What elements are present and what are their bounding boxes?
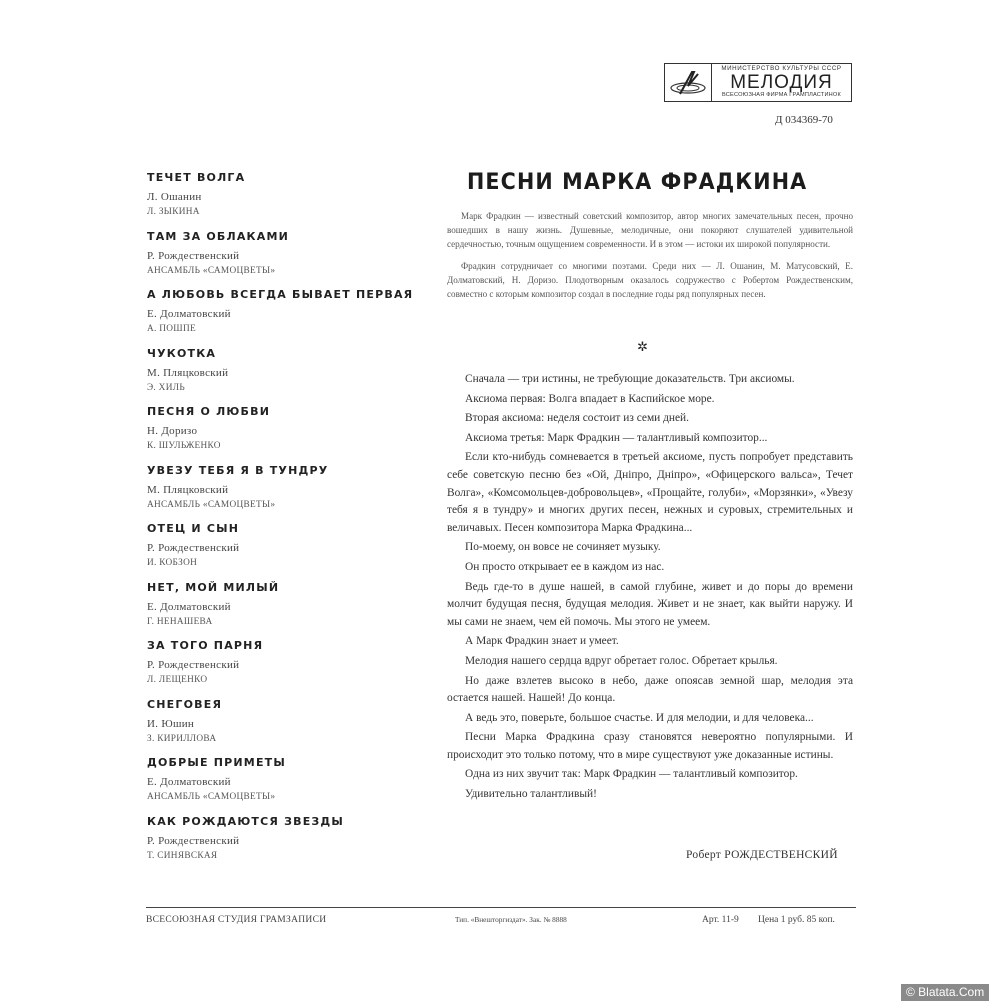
track-item: [147, 580, 437, 639]
essay-paragraph: Аксиома третья: Марк Фрадкин — талантливый композитор...: [465, 431, 768, 444]
essay-paragraph: Мелодия нашего сердца вдруг обретает голос. Обретает крылья.: [465, 654, 778, 667]
track-artist: Т. СИНЯВСКАЯ: [147, 850, 218, 861]
track-lyricist: Е. Долматовский: [147, 600, 231, 613]
footer-article: Арт. 11-9: [702, 915, 739, 925]
footer-price: Цена 1 руб. 85 коп.: [758, 915, 835, 925]
essay-paragraph: А ведь это, поверьте, большое счастье. И для мелодии, и для человека...: [465, 711, 814, 724]
footer-studio: ВСЕСОЮЗНАЯ СТУДИЯ ГРАМЗАПИСИ: [146, 915, 327, 925]
track-lyricist: Е. Долматовский: [147, 776, 231, 788]
essay-paragraph: Ведь где-то в душе нашей, в самой глубине, живет и до поры до времени молчит будущая песня, будущая мелодия. Живет и не знает, как выйти наружу. И мы сами не знаем, чем ей помочь. Мы этого не умеем.: [447, 580, 853, 628]
track-artist: Э. ХИЛЬ: [147, 382, 185, 393]
essay-paragraph: Одна из них звучит так: Марк Фрадкин — талантливый композитор.: [465, 768, 798, 781]
intro-paragraph: Марк Фрадкин — известный советский композитор, автор многих замечательных песен, прочно вошедших в нашу жизнь. Душевные, мелодичные, они покоряют слушателей удивительной сердечностью, точным ощущением современности. И в этом — истоки их широкой популярности.: [447, 211, 853, 250]
album-title: ПЕСНИ МАРКА ФРАДКИНА: [467, 169, 808, 195]
watermark: © Blatata.Com: [901, 984, 989, 1001]
track-item: [147, 404, 437, 463]
track-artist: К. ШУЛЬЖЕНКО: [147, 441, 221, 451]
essay-paragraph: Но даже взлетев высоко в небо, даже опоясав земной шар, мелодия эта остается нашей. Нашей! До конца.: [447, 674, 853, 705]
logo-brand-name: МЕЛОДИЯ: [730, 72, 833, 94]
melodiya-logo: [664, 63, 852, 102]
author-signature: Роберт РОЖДЕСТВЕНСКИЙ: [686, 849, 838, 861]
track-lyricist: М. Пляцковский: [147, 366, 229, 379]
track-lyricist: Р. Рождественский: [147, 542, 240, 554]
track-title: СНЕГОВЕЯ: [147, 697, 223, 711]
logo-company-text: ВСЕСОЮЗНАЯ ФИРМА ГРАМПЛАСТИНОК: [722, 92, 841, 99]
intro-text: [447, 209, 853, 308]
track-artist: А. ПОШПЕ: [147, 324, 196, 334]
track-title: УВЕЗУ ТЕБЯ Я В ТУНДРУ: [147, 463, 329, 477]
track-item: [147, 463, 437, 522]
track-item: [147, 697, 437, 756]
track-lyricist: Л. Ошанин: [147, 191, 202, 203]
footer-divider: [146, 907, 856, 908]
essay-text: [447, 371, 853, 806]
track-item: [147, 755, 437, 814]
ornament-icon: ✲: [637, 339, 648, 354]
track-title: ПЕСНЯ О ЛЮБВИ: [147, 405, 271, 418]
track-item: [147, 814, 437, 873]
essay-paragraph: Аксиома первая: Волга впадает в Каспийское море.: [465, 392, 715, 405]
track-title: А ЛЮБОВЬ ВСЕГДА БЫВАЕТ ПЕРВАЯ: [147, 288, 414, 301]
essay-paragraph: Песни Марка Фрадкина сразу становятся невероятно популярными. И происходит это только потому, что в мире существуют уже доказанные истины.: [447, 731, 853, 761]
logo-ministry-text: МИНИСТЕРСТВО КУЛЬТУРЫ СССР: [721, 65, 842, 73]
track-lyricist: Н. Доризо: [147, 425, 198, 437]
essay-paragraph: Он просто открывает ее в каждом из нас.: [465, 560, 665, 573]
track-artist: АНСАМБЛЬ «САМОЦВЕТЫ»: [147, 265, 276, 276]
track-title: ДОБРЫЕ ПРИМЕТЫ: [147, 756, 286, 769]
essay-paragraph: Сначала — три истины, не требующие доказательств. Три аксиомы.: [465, 373, 795, 385]
track-artist: АНСАМБЛЬ «САМОЦВЕТЫ»: [147, 792, 276, 802]
track-lyricist: И. Юшин: [147, 717, 195, 730]
track-title: КАК РОЖДАЮТСЯ ЗВЕЗДЫ: [147, 814, 345, 828]
track-item: [147, 521, 437, 580]
essay-paragraph: По-моему, он вовсе не сочиняет музыку.: [465, 541, 661, 554]
track-artist: З. КИРИЛЛОВА: [147, 733, 217, 744]
track-title: ЗА ТОГО ПАРНЯ: [147, 639, 264, 652]
track-item: [147, 229, 437, 288]
track-lyricist: Р. Рождественский: [147, 834, 240, 847]
melodiya-emblem-icon: [665, 64, 712, 101]
track-artist: Г. НЕНАШЕВА: [147, 616, 213, 627]
track-lyricist: М. Пляцковский: [147, 483, 229, 496]
track-artist: И. КОБЗОН: [147, 558, 198, 568]
track-artist: АНСАМБЛЬ «САМОЦВЕТЫ»: [147, 499, 276, 510]
track-title: НЕТ, МОЙ МИЛЫЙ: [147, 580, 280, 594]
track-artist: Л. ЛЕЩЕНКО: [147, 675, 208, 685]
catalog-number: Д 034369-70: [775, 114, 833, 126]
essay-paragraph: Удивительно талантливый!: [465, 788, 597, 801]
track-item: [147, 346, 437, 405]
track-lyricist: Р. Рождественский: [147, 659, 240, 671]
track-list: [147, 170, 437, 872]
track-lyricist: Е. Долматовский: [147, 308, 231, 320]
intro-paragraph: Фрадкин сотрудничает со многими поэтами. Среди них — Л. Ошанин, М. Матусовский, Е. Долматовский, Н. Доризо. Плодотворным оказалось содружество с Робертом Рождественским, совместно с которым композитор создал в последние годы ряд популярных песен.: [447, 260, 853, 300]
essay-paragraph: Вторая аксиома: неделя состоит из семи дней.: [465, 412, 689, 425]
track-lyricist: Р. Рождественский: [147, 249, 240, 262]
track-title: ЧУКОТКА: [147, 346, 217, 360]
track-artist: Л. ЗЫКИНА: [147, 207, 200, 217]
track-title: ОТЕЦ И СЫН: [147, 522, 240, 535]
footer-printer: Тип. «Внешторгиздат». Зак. № 8888: [455, 915, 567, 924]
track-title: ТЕЧЕТ ВОЛГА: [147, 171, 246, 184]
track-title: ТАМ ЗА ОБЛАКАМИ: [147, 229, 289, 243]
essay-paragraph: А Марк Фрадкин знает и умеет.: [465, 635, 619, 648]
track-item: [147, 170, 437, 229]
track-item: [147, 287, 437, 346]
essay-paragraph: Если кто-нибудь сомневается в третьей аксиоме, пусть попробует представить себе советскую песню без «Ой, Дніпро, Дніпро», «Офицерского вальса», Течет Волга», «Комсомольцев-добровольцев», «Прощайте, голуби», «Морзянки», «Увезу тебя я в тундру» и многих других песен, нежных и суровых, стремительных и величавых. Песен композитора Марка Фрадкина...: [447, 451, 853, 534]
track-item: [147, 638, 437, 697]
